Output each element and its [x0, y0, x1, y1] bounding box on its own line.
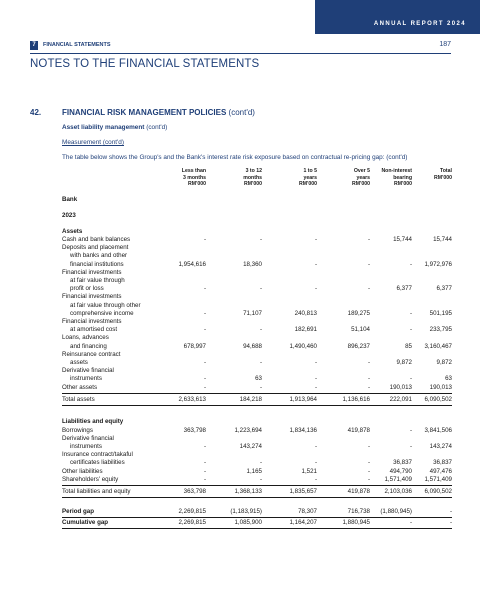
table-rule	[62, 393, 452, 394]
table-cell: 419,878	[347, 488, 370, 496]
table-cell: 1,835,657	[289, 488, 317, 496]
table-cell: 716,738	[347, 508, 370, 516]
table-cell: -	[449, 508, 452, 516]
table-cell: -	[203, 459, 206, 467]
table-cell: 240,813	[294, 309, 317, 317]
table-cell: 3,160,467	[424, 342, 452, 350]
entity-label: Bank	[62, 196, 78, 203]
table-cell: 497,476	[429, 467, 452, 475]
assets-heading: Assets	[62, 228, 83, 235]
table-cell: 2,269,815	[178, 519, 206, 527]
table-cell: -	[367, 467, 370, 475]
table-cell: -	[314, 359, 317, 366]
page-number: 187	[439, 41, 451, 48]
table-rule	[62, 517, 452, 518]
table-cell: -	[314, 285, 317, 293]
table-cell: -	[259, 359, 262, 366]
table-cell: 419,878	[347, 426, 370, 434]
table-cell: 501,195	[429, 309, 452, 317]
table-rule	[62, 405, 452, 406]
table-cell: 78,307	[298, 508, 317, 516]
table-cell: 15,744	[433, 236, 452, 243]
table-cell: 2,103,036	[384, 488, 412, 496]
note-number: 42.	[30, 108, 42, 117]
table-cell: 36,837	[393, 459, 412, 467]
row-label: with banks and other	[70, 252, 128, 260]
table-rule	[62, 497, 452, 498]
column-header: Total RM'000	[434, 168, 452, 181]
row-label: comprehensive income	[70, 309, 134, 317]
subheading	[62, 124, 167, 131]
table-cell: 1,136,616	[342, 396, 370, 404]
section-title: FINANCIAL STATEMENTS	[43, 42, 111, 48]
table-cell: -	[409, 260, 412, 268]
table-cell: 2,269,815	[178, 508, 206, 516]
table-cell: 233,795	[429, 326, 452, 334]
table-cell: 190,013	[429, 383, 452, 391]
table-cell: -	[259, 326, 262, 334]
page-title: NOTES TO THE FINANCIAL STATEMENTS	[30, 58, 260, 70]
row-label: instruments	[70, 375, 102, 383]
period-gap-label: Period gap	[62, 508, 94, 516]
sub-subheading-cont: (cont'd)	[102, 139, 124, 146]
sub-subheading-text: Measurement	[62, 139, 102, 146]
table-cell: 1,164,207	[289, 519, 317, 527]
table-cell: 1,834,136	[289, 426, 317, 434]
table-cell: 9,872	[436, 359, 452, 366]
row-label: Cash and bank balances	[62, 236, 131, 243]
row-label: Financial investments	[62, 268, 122, 276]
table-cell: 2,633,613	[178, 396, 206, 404]
table-rule	[62, 528, 452, 529]
table-cell: -	[367, 383, 370, 391]
table-cell: 1,972,976	[424, 260, 452, 268]
table-cell: 182,691	[294, 326, 317, 334]
table-cell: 1,085,900	[234, 519, 262, 527]
table-cell: -	[203, 383, 206, 391]
row-label: Reinsurance contract	[62, 350, 121, 358]
table-cell: -	[314, 375, 317, 383]
table-cell: 1,913,964	[289, 396, 317, 404]
table-cell: -	[203, 442, 206, 450]
report-banner	[315, 0, 480, 34]
row-label: Other liabilities	[62, 467, 103, 475]
section-header	[30, 41, 451, 51]
table-cell: 1,223,694	[234, 426, 262, 434]
table-cell: -	[203, 236, 206, 243]
header-divider	[30, 53, 451, 54]
table-cell: 678,997	[183, 342, 206, 350]
table-cell: 1,490,460	[289, 342, 317, 350]
table-cell: 896,237	[347, 342, 370, 350]
table-cell: -	[314, 459, 317, 467]
table-cell: -	[449, 519, 452, 527]
note-title-text: FINANCIAL RISK MANAGEMENT POLICIES	[62, 108, 227, 117]
table-cell: 18,360	[243, 260, 262, 268]
table-cell: 6,377	[436, 285, 452, 293]
table-cell: -	[409, 442, 412, 450]
note-title	[62, 108, 255, 117]
liabilities-heading: Liabilities and equity	[62, 418, 124, 426]
column-header: 3 to 12 months RM'000	[243, 168, 262, 188]
table-cell: -	[367, 459, 370, 467]
table-cell: 1,521	[301, 467, 317, 475]
table-cell: 71,107	[243, 309, 262, 317]
report-label: ANNUAL REPORT 2024	[373, 21, 466, 27]
table-cell: 1,571,409	[424, 475, 452, 483]
table-rule	[62, 485, 452, 486]
table-cell: 143,274	[239, 442, 262, 450]
row-label: Derivative financial	[62, 367, 114, 375]
total-liabilities-label: Total liabilities and equity	[62, 488, 131, 496]
column-header: 1 to 5 years RM'000	[299, 168, 317, 188]
table-cell: 363,798	[183, 488, 206, 496]
table-cell: -	[259, 236, 262, 243]
row-label: assets	[70, 359, 88, 366]
row-label: instruments	[70, 442, 102, 450]
row-label: Borrowings	[62, 426, 93, 434]
table-cell: -	[203, 467, 206, 475]
table-cell: 9,872	[396, 359, 412, 366]
table-cell: 63	[255, 375, 262, 383]
table-cell: -	[367, 260, 370, 268]
row-label: Shareholders' equity	[62, 475, 119, 483]
row-label: Other assets	[62, 383, 98, 391]
table-cell: -	[409, 375, 412, 383]
table-cell: 51,104	[351, 326, 370, 334]
year-label: 2023	[62, 212, 76, 219]
table-cell: -	[314, 383, 317, 391]
table-cell: (1,880,945)	[380, 508, 412, 516]
table-cell: -	[203, 475, 206, 483]
column-header: Non-interest bearing RM'000	[381, 168, 412, 188]
table-cell: -	[259, 383, 262, 391]
table-cell: -	[203, 326, 206, 334]
table-cell: -	[259, 285, 262, 293]
table-cell: 189,275	[347, 309, 370, 317]
cumulative-gap-label: Cumulative gap	[62, 519, 109, 527]
row-label: Deposits and placement	[62, 244, 129, 252]
row-label: Insurance contract/takaful	[62, 451, 133, 459]
table-cell: 494,790	[389, 467, 412, 475]
row-label: and financing	[70, 342, 107, 350]
table-cell: -	[367, 442, 370, 450]
note-title-cont: (cont'd)	[228, 108, 255, 117]
table-cell: 3,841,506	[424, 426, 452, 434]
row-label: Derivative financial	[62, 434, 114, 442]
row-label: Financial investments	[62, 293, 122, 301]
table-cell: -	[409, 309, 412, 317]
table-cell: 143,274	[429, 442, 452, 450]
table-cell: 85	[405, 342, 412, 350]
table-cell: -	[259, 459, 262, 467]
table-cell: -	[409, 326, 412, 334]
table-cell: 6,090,502	[424, 396, 452, 404]
table-cell: 63	[445, 375, 452, 383]
table-cell: 15,744	[393, 236, 412, 243]
table-cell: 6,090,502	[424, 488, 452, 496]
table-cell: 1,954,616	[178, 260, 206, 268]
row-label: at fair value through	[70, 277, 125, 284]
table-cell: 1,880,945	[342, 519, 370, 527]
table-cell: -	[409, 519, 412, 527]
intro-text: The table below shows the Group's and the Bank's interest rate risk exposure based on contractual re-pricing gap: (cont'd)	[62, 154, 408, 161]
table-cell: 363,798	[183, 426, 206, 434]
table-cell: -	[203, 285, 206, 293]
table-cell: 1,571,409	[384, 475, 412, 483]
table-cell: 36,837	[433, 459, 452, 467]
table-cell: -	[367, 375, 370, 383]
row-label: at amortised cost	[70, 326, 118, 334]
table-cell: -	[314, 260, 317, 268]
table-cell: (1,183,915)	[230, 508, 262, 516]
column-header: Less than 3 months RM'000	[181, 168, 206, 188]
row-label: profit or loss	[70, 285, 104, 293]
table-cell: 94,688	[243, 342, 262, 350]
row-label: financial institutions	[70, 260, 124, 268]
column-header: Over 5 years RM'000	[352, 168, 370, 188]
table-cell: 190,013	[389, 383, 412, 391]
table-cell: -	[314, 475, 317, 483]
row-label: Loans, advances	[62, 334, 109, 342]
table-cell: -	[367, 475, 370, 483]
table-cell: -	[259, 475, 262, 483]
table-cell: -	[367, 285, 370, 293]
sub-subheading	[62, 139, 124, 146]
section-number-badge: 7	[30, 41, 38, 50]
table-cell: 1,165	[246, 467, 262, 475]
table-cell: -	[314, 236, 317, 243]
table-cell: -	[409, 426, 412, 434]
table-cell: 1,368,133	[234, 488, 262, 496]
row-label: certificates liabilities	[70, 459, 125, 467]
table-cell: 222,091	[389, 396, 412, 404]
table-cell: -	[367, 236, 370, 243]
subheading-text: Asset liability management	[62, 124, 145, 131]
table-cell: 6,377	[396, 285, 412, 293]
total-assets-label: Total assets	[62, 396, 95, 404]
table-cell: -	[314, 442, 317, 450]
table-cell: -	[203, 309, 206, 317]
table-cell: 184,218	[239, 396, 262, 404]
table-cell: -	[203, 359, 206, 366]
table-cell: -	[203, 375, 206, 383]
table-cell: -	[367, 359, 370, 366]
row-label: at fair value through other	[70, 301, 141, 309]
row-label: Financial investments	[62, 318, 122, 325]
subheading-cont: (cont'd)	[146, 124, 168, 131]
